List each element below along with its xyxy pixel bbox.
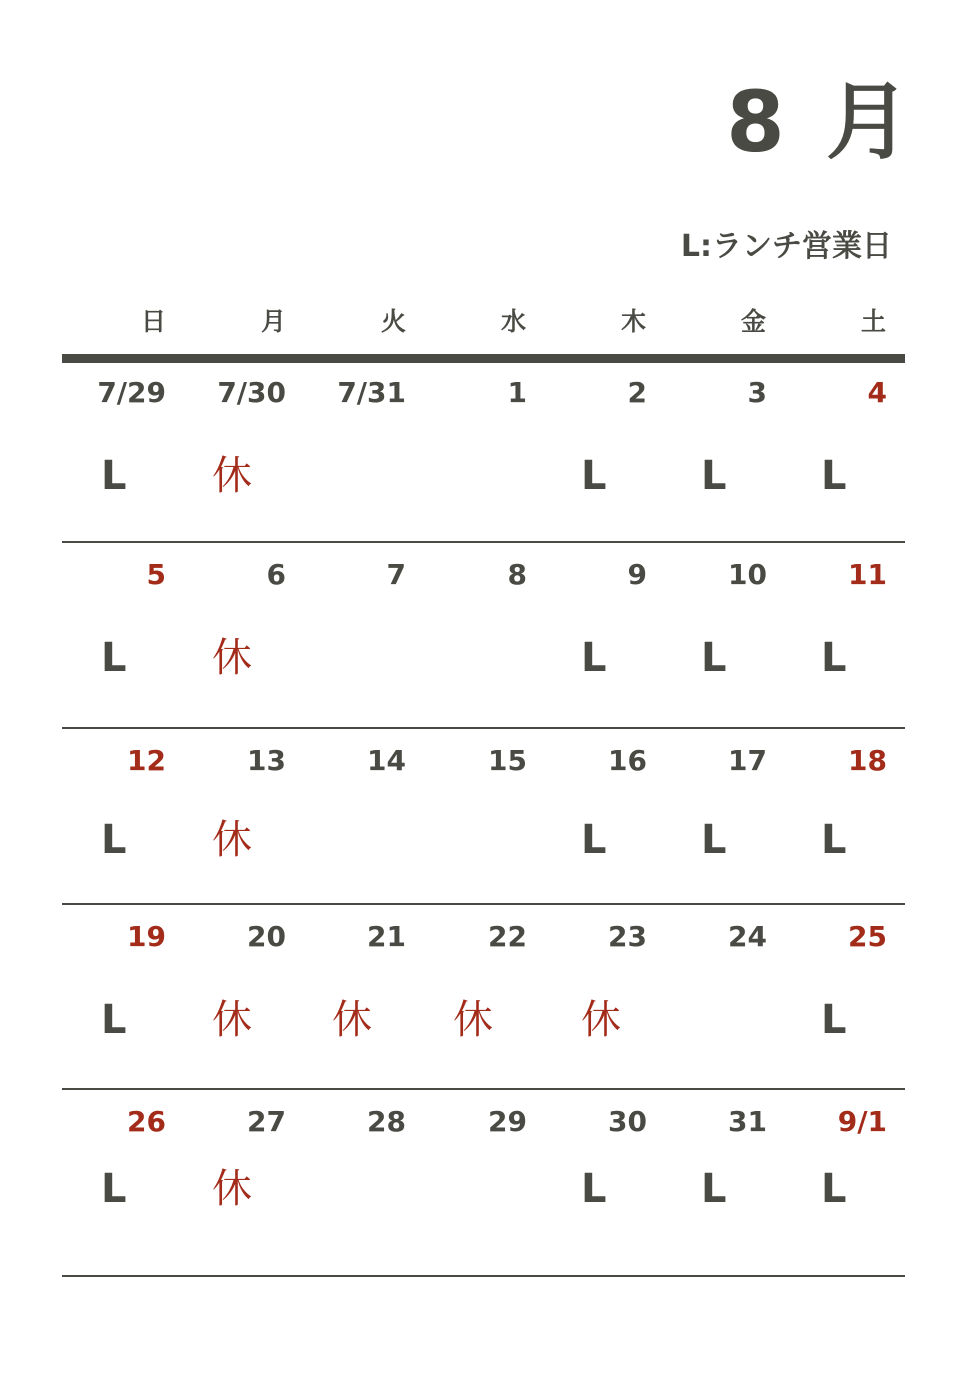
week-divider	[62, 903, 905, 905]
day-date: 7/31	[337, 376, 406, 409]
day-date: 8	[507, 558, 527, 591]
day-date: 27	[247, 1105, 286, 1138]
legend-lunch-days: L:ランチ営業日	[680, 229, 892, 264]
closed-day-mark: 休	[212, 453, 252, 499]
closed-day-mark: 休	[212, 817, 252, 863]
day-date: 29	[488, 1105, 527, 1138]
lunch-day-mark: L	[581, 453, 607, 499]
lunch-day-mark: L	[101, 997, 127, 1043]
day-date: 4	[867, 376, 887, 409]
day-date: 15	[488, 744, 527, 777]
week-divider	[62, 1275, 905, 1277]
closed-day-mark: 休	[332, 997, 372, 1043]
lunch-day-mark: L	[821, 453, 847, 499]
weekday-mon: 月	[260, 307, 286, 336]
lunch-day-mark: L	[821, 635, 847, 681]
header-divider	[62, 354, 905, 363]
closed-day-mark: 休	[212, 635, 252, 681]
day-date: 25	[848, 920, 887, 953]
lunch-day-mark: L	[821, 997, 847, 1043]
day-date: 24	[728, 920, 767, 953]
day-date: 2	[627, 376, 647, 409]
lunch-day-mark: L	[101, 1166, 127, 1212]
closed-day-mark: 休	[453, 997, 493, 1043]
day-date: 6	[266, 558, 286, 591]
day-date: 21	[367, 920, 406, 953]
lunch-day-mark: L	[821, 817, 847, 863]
week-divider	[62, 1088, 905, 1090]
weekday-fri: 金	[740, 307, 766, 336]
lunch-day-mark: L	[101, 453, 127, 499]
day-date: 7/30	[217, 376, 286, 409]
day-date: 18	[848, 744, 887, 777]
day-date: 20	[247, 920, 286, 953]
day-date: 11	[848, 558, 887, 591]
day-date: 23	[608, 920, 647, 953]
weekday-wed: 水	[500, 307, 526, 336]
day-date: 3	[747, 376, 767, 409]
weekday-sat: 土	[860, 307, 886, 336]
month-title: 8 月	[726, 73, 916, 171]
closed-day-mark: 休	[212, 1166, 252, 1212]
weekday-tue: 火	[380, 307, 406, 336]
day-date: 5	[146, 558, 166, 591]
weekday-header-row	[62, 305, 905, 339]
weekday-thu: 木	[620, 307, 646, 336]
day-date: 28	[367, 1105, 406, 1138]
day-date: 14	[367, 744, 406, 777]
lunch-day-mark: L	[821, 1166, 847, 1212]
day-date: 7	[386, 558, 406, 591]
lunch-day-mark: L	[701, 1166, 727, 1212]
day-date: 19	[127, 920, 166, 953]
day-date: 9	[627, 558, 647, 591]
day-date: 22	[488, 920, 527, 953]
lunch-day-mark: L	[701, 817, 727, 863]
day-date: 16	[608, 744, 647, 777]
lunch-day-mark: L	[101, 635, 127, 681]
week-divider	[62, 727, 905, 729]
day-date: 26	[127, 1105, 166, 1138]
day-date: 9/1	[837, 1105, 887, 1138]
weekday-sun: 日	[140, 307, 166, 336]
day-date: 13	[247, 744, 286, 777]
lunch-day-mark: L	[581, 1166, 607, 1212]
day-date: 12	[127, 744, 166, 777]
lunch-day-mark: L	[701, 635, 727, 681]
day-date: 31	[728, 1105, 767, 1138]
day-date: 7/29	[97, 376, 166, 409]
lunch-day-mark: L	[581, 817, 607, 863]
day-date: 30	[608, 1105, 647, 1138]
day-date: 10	[728, 558, 767, 591]
lunch-day-mark: L	[581, 635, 607, 681]
lunch-day-mark: L	[701, 453, 727, 499]
day-date: 17	[728, 744, 767, 777]
closed-day-mark: 休	[212, 997, 252, 1043]
lunch-day-mark: L	[101, 817, 127, 863]
closed-day-mark: 休	[581, 997, 621, 1043]
week-divider	[62, 541, 905, 543]
day-date: 1	[507, 376, 527, 409]
